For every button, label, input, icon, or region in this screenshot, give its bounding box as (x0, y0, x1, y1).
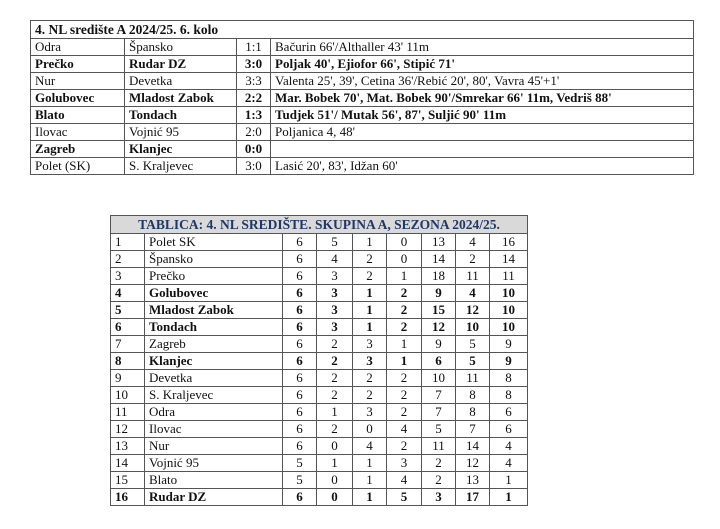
away-team: Špansko (125, 39, 237, 56)
standings-row (111, 285, 528, 302)
position: 6 (111, 319, 145, 336)
home-team: Golubovec (31, 90, 125, 107)
match-score: 0:0 (237, 141, 271, 158)
draws: 1 (353, 455, 387, 472)
match-row (31, 107, 694, 124)
goal-scorers: Lasić 20', 83', Idžan 60' (271, 158, 694, 175)
draws: 2 (353, 370, 387, 387)
goals-for: 2 (422, 472, 456, 489)
goals-for: 10 (422, 370, 456, 387)
home-team: Nur (31, 73, 125, 90)
team-name: Devetka (145, 370, 283, 387)
losses: 1 (387, 353, 422, 370)
results-title: 4. NL središte A 2024/25. 6. kolo (31, 21, 694, 39)
draws: 2 (353, 387, 387, 404)
standings-row (111, 319, 528, 336)
goals-for: 13 (422, 234, 456, 251)
match-row (31, 158, 694, 175)
wins: 2 (317, 336, 353, 353)
wins: 3 (317, 268, 353, 285)
results-table (30, 20, 694, 175)
draws: 4 (353, 438, 387, 455)
losses: 2 (387, 438, 422, 455)
wins: 3 (317, 285, 353, 302)
goals-for: 6 (422, 353, 456, 370)
goals-against: 12 (456, 455, 490, 472)
points: 14 (490, 251, 528, 268)
played: 6 (283, 489, 317, 506)
standings-row (111, 268, 528, 285)
match-row (31, 141, 694, 158)
draws: 1 (353, 489, 387, 506)
goals-against: 4 (456, 234, 490, 251)
standings-row (111, 421, 528, 438)
match-row (31, 56, 694, 73)
goals-for: 12 (422, 319, 456, 336)
draws: 2 (353, 251, 387, 268)
match-row (31, 73, 694, 90)
standings-row (111, 302, 528, 319)
goal-scorers: Tudjek 51'/ Mutak 56', 87', Suljić 90' 11m (271, 107, 694, 124)
away-team: S. Kraljevec (125, 158, 237, 175)
played: 6 (283, 285, 317, 302)
goal-scorers: Poljak 40', Ejiofor 66', Stipić 71' (271, 56, 694, 73)
results-title-row (31, 21, 694, 39)
points: 8 (490, 370, 528, 387)
away-team: Rudar DZ (125, 56, 237, 73)
played: 6 (283, 438, 317, 455)
played: 6 (283, 404, 317, 421)
losses: 4 (387, 421, 422, 438)
home-team: Blato (31, 107, 125, 124)
points: 11 (490, 268, 528, 285)
played: 6 (283, 370, 317, 387)
wins: 3 (317, 302, 353, 319)
goal-scorers: Bačurin 66'/Althaller 43' 11m (271, 39, 694, 56)
played: 6 (283, 234, 317, 251)
goals-against: 5 (456, 353, 490, 370)
wins: 2 (317, 421, 353, 438)
draws: 2 (353, 268, 387, 285)
position: 15 (111, 472, 145, 489)
wins: 1 (317, 455, 353, 472)
team-name: Golubovec (145, 285, 283, 302)
match-score: 2:0 (237, 124, 271, 141)
goals-for: 2 (422, 455, 456, 472)
team-name: Ilovac (145, 421, 283, 438)
team-name: Klanjec (145, 353, 283, 370)
match-row (31, 90, 694, 107)
draws: 0 (353, 421, 387, 438)
draws: 1 (353, 319, 387, 336)
draws: 3 (353, 336, 387, 353)
losses: 2 (387, 285, 422, 302)
goals-for: 7 (422, 404, 456, 421)
points: 9 (490, 353, 528, 370)
home-team: Ilovac (31, 124, 125, 141)
standings-title: TABLICA: 4. NL SREDIŠTE. SKUPINA A, SEZONA 2024/25. (111, 216, 528, 234)
goals-against: 17 (456, 489, 490, 506)
team-name: Rudar DZ (145, 489, 283, 506)
match-score: 3:3 (237, 73, 271, 90)
points: 16 (490, 234, 528, 251)
team-name: S. Kraljevec (145, 387, 283, 404)
team-name: Polet SK (145, 234, 283, 251)
draws: 3 (353, 404, 387, 421)
team-name: Vojnić 95 (145, 455, 283, 472)
team-name: Prečko (145, 268, 283, 285)
match-row (31, 124, 694, 141)
played: 5 (283, 472, 317, 489)
goal-scorers: Poljanica 4, 48' (271, 124, 694, 141)
standings-title-row (111, 216, 528, 234)
position: 4 (111, 285, 145, 302)
goals-for: 7 (422, 387, 456, 404)
position: 14 (111, 455, 145, 472)
match-score: 1:3 (237, 107, 271, 124)
goals-for: 15 (422, 302, 456, 319)
goals-against: 11 (456, 370, 490, 387)
points: 8 (490, 387, 528, 404)
losses: 3 (387, 455, 422, 472)
played: 6 (283, 336, 317, 353)
points: 6 (490, 421, 528, 438)
away-team: Tondach (125, 107, 237, 124)
position: 12 (111, 421, 145, 438)
losses: 2 (387, 302, 422, 319)
goals-for: 18 (422, 268, 456, 285)
team-name: Odra (145, 404, 283, 421)
goal-scorers (271, 141, 694, 158)
goals-against: 12 (456, 302, 490, 319)
goals-for: 3 (422, 489, 456, 506)
played: 6 (283, 268, 317, 285)
wins: 4 (317, 251, 353, 268)
match-score: 3:0 (237, 158, 271, 175)
played: 6 (283, 319, 317, 336)
away-team: Vojnić 95 (125, 124, 237, 141)
goal-scorers: Valenta 25', 39', Cetina 36'/Rebić 20', 80', Vavra 45'+1' (271, 73, 694, 90)
team-name: Špansko (145, 251, 283, 268)
standings-row (111, 353, 528, 370)
points: 4 (490, 438, 528, 455)
home-team: Polet (SK) (31, 158, 125, 175)
losses: 2 (387, 319, 422, 336)
goals-against: 4 (456, 285, 490, 302)
goals-for: 11 (422, 438, 456, 455)
goals-for: 9 (422, 285, 456, 302)
home-team: Zagreb (31, 141, 125, 158)
losses: 4 (387, 472, 422, 489)
played: 6 (283, 353, 317, 370)
standings-row (111, 489, 528, 506)
wins: 0 (317, 472, 353, 489)
points: 9 (490, 336, 528, 353)
goals-against: 13 (456, 472, 490, 489)
standings-row (111, 404, 528, 421)
team-name: Nur (145, 438, 283, 455)
goal-scorers: Mar. Bobek 70', Mat. Bobek 90'/Smrekar 66' 11m, Vedriš 88' (271, 90, 694, 107)
standings-row (111, 251, 528, 268)
points: 4 (490, 455, 528, 472)
team-name: Mladost Zabok (145, 302, 283, 319)
draws: 1 (353, 285, 387, 302)
played: 6 (283, 421, 317, 438)
position: 1 (111, 234, 145, 251)
points: 1 (490, 472, 528, 489)
wins: 0 (317, 489, 353, 506)
position: 3 (111, 268, 145, 285)
position: 9 (111, 370, 145, 387)
away-team: Klanjec (125, 141, 237, 158)
goals-against: 14 (456, 438, 490, 455)
draws: 1 (353, 234, 387, 251)
points: 10 (490, 285, 528, 302)
standings-table (110, 215, 528, 506)
wins: 2 (317, 353, 353, 370)
played: 6 (283, 251, 317, 268)
away-team: Devetka (125, 73, 237, 90)
losses: 1 (387, 268, 422, 285)
standings-row (111, 438, 528, 455)
wins: 2 (317, 387, 353, 404)
played: 6 (283, 302, 317, 319)
points: 6 (490, 404, 528, 421)
position: 5 (111, 302, 145, 319)
standings-row (111, 455, 528, 472)
losses: 0 (387, 234, 422, 251)
wins: 3 (317, 319, 353, 336)
played: 6 (283, 387, 317, 404)
losses: 2 (387, 387, 422, 404)
points: 10 (490, 319, 528, 336)
home-team: Odra (31, 39, 125, 56)
goals-against: 8 (456, 404, 490, 421)
position: 10 (111, 387, 145, 404)
goals-for: 9 (422, 336, 456, 353)
wins: 1 (317, 404, 353, 421)
wins: 2 (317, 370, 353, 387)
draws: 1 (353, 302, 387, 319)
goals-against: 7 (456, 421, 490, 438)
losses: 2 (387, 370, 422, 387)
draws: 1 (353, 472, 387, 489)
position: 11 (111, 404, 145, 421)
position: 8 (111, 353, 145, 370)
goals-for: 5 (422, 421, 456, 438)
match-score: 2:2 (237, 90, 271, 107)
points: 10 (490, 302, 528, 319)
standings-row (111, 234, 528, 251)
wins: 5 (317, 234, 353, 251)
goals-against: 11 (456, 268, 490, 285)
match-score: 1:1 (237, 39, 271, 56)
team-name: Blato (145, 472, 283, 489)
goals-for: 14 (422, 251, 456, 268)
goals-against: 2 (456, 251, 490, 268)
standings-row (111, 370, 528, 387)
position: 16 (111, 489, 145, 506)
losses: 1 (387, 336, 422, 353)
match-row (31, 39, 694, 56)
goals-against: 10 (456, 319, 490, 336)
standings-row (111, 387, 528, 404)
position: 13 (111, 438, 145, 455)
draws: 3 (353, 353, 387, 370)
losses: 0 (387, 251, 422, 268)
standings-row (111, 472, 528, 489)
standings-row (111, 336, 528, 353)
losses: 2 (387, 404, 422, 421)
team-name: Tondach (145, 319, 283, 336)
played: 5 (283, 455, 317, 472)
wins: 0 (317, 438, 353, 455)
position: 2 (111, 251, 145, 268)
team-name: Zagreb (145, 336, 283, 353)
points: 1 (490, 489, 528, 506)
losses: 5 (387, 489, 422, 506)
away-team: Mladost Zabok (125, 90, 237, 107)
goals-against: 8 (456, 387, 490, 404)
goals-against: 5 (456, 336, 490, 353)
position: 7 (111, 336, 145, 353)
match-score: 3:0 (237, 56, 271, 73)
home-team: Prečko (31, 56, 125, 73)
